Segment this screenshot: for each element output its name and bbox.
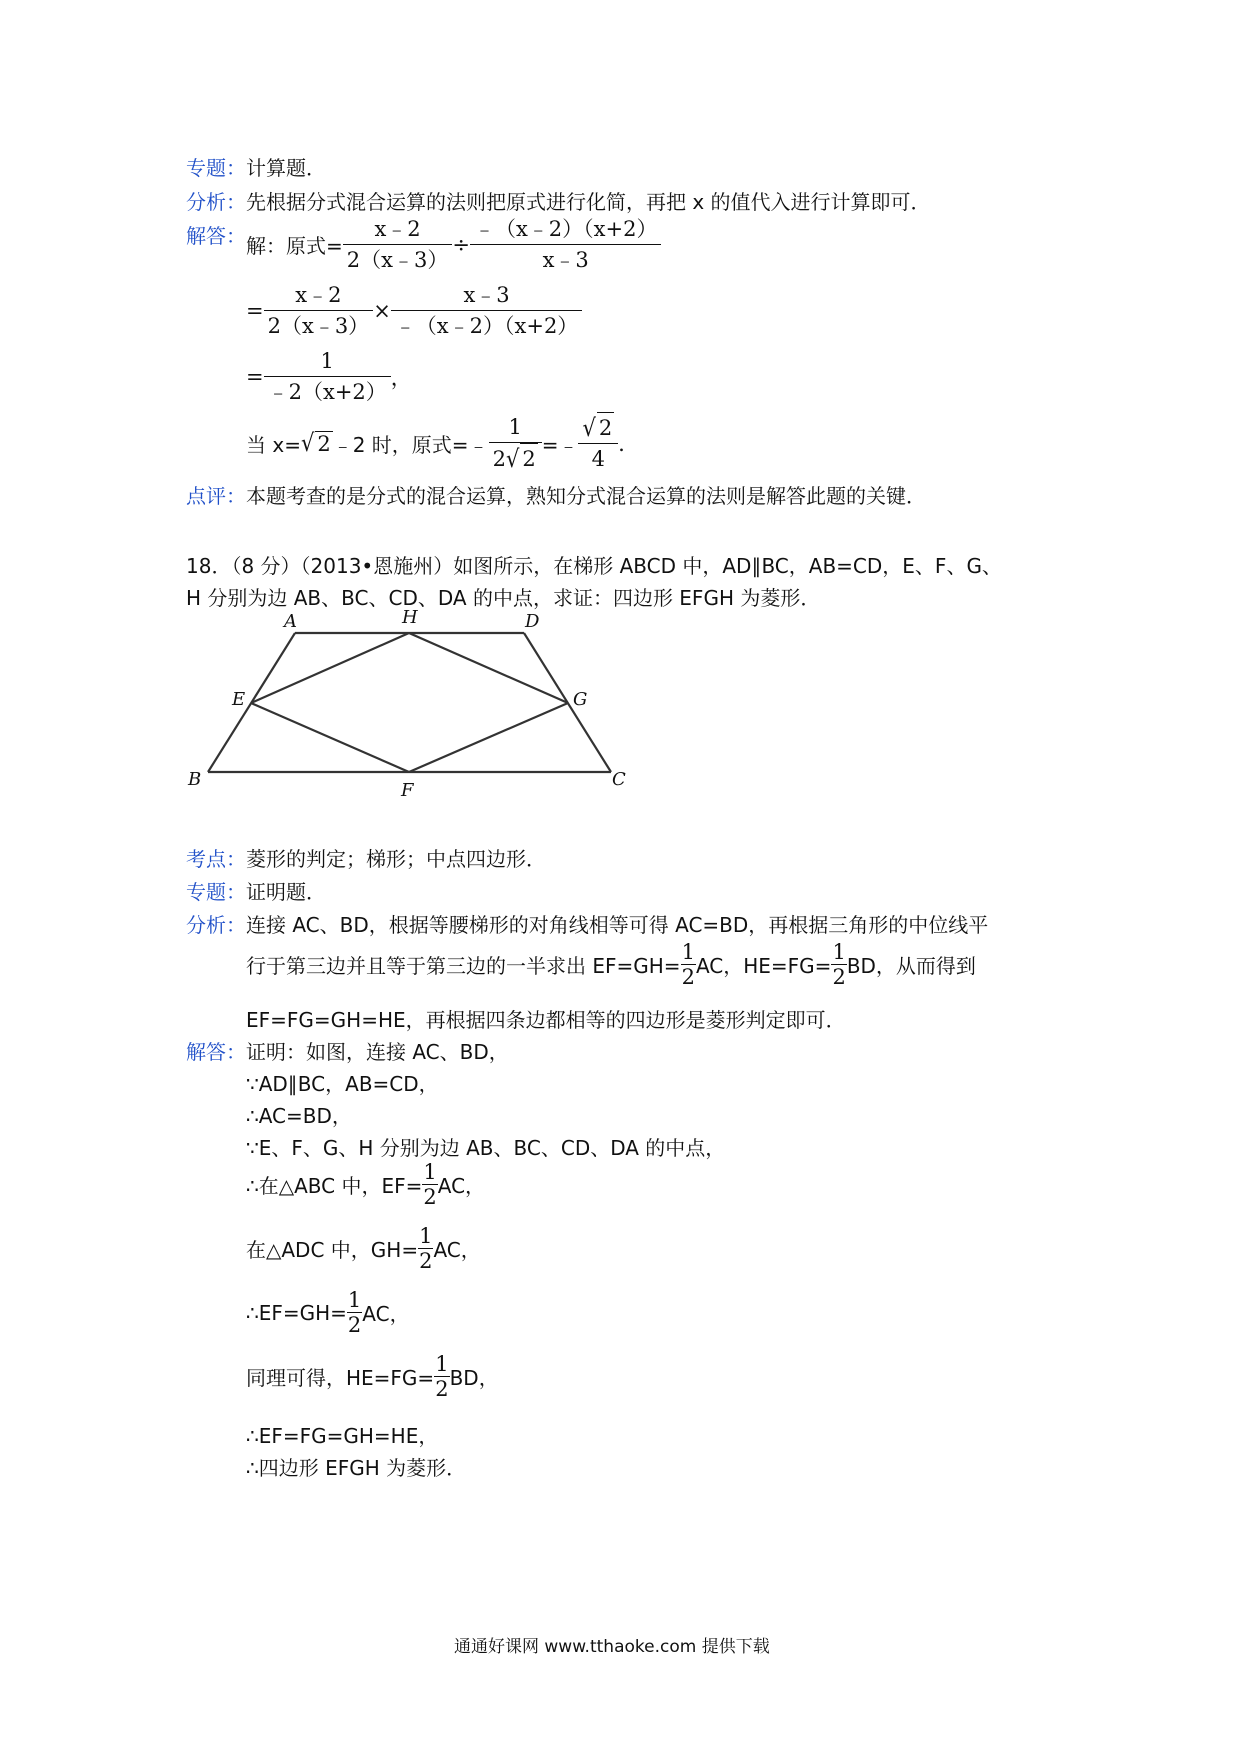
s18-zhuanti-row <box>186 876 326 905</box>
denominator: 2 <box>419 1249 433 1273</box>
sqrt-radicand: 2 <box>597 412 614 443</box>
proof-text: 在△ADC 中，GH= <box>246 1238 419 1262</box>
solution-line-4 <box>246 412 639 474</box>
dianping-tag: 点评： <box>186 484 246 508</box>
proof-text: 同理可得，HE=FG= <box>246 1366 435 1390</box>
fenxi-text: AC，HE=FG= <box>695 954 832 978</box>
fenxi-text: BD，从而得到 <box>846 954 976 978</box>
solution-text: ﹣2 时，原式=﹣ <box>332 432 489 457</box>
numerator: x﹣2 <box>343 214 453 245</box>
s17-fenxi-row <box>186 186 931 215</box>
sqrt-radicand: 2 <box>317 431 331 456</box>
fraction <box>470 214 662 275</box>
proof-text: AC， <box>433 1238 481 1262</box>
segment-gf <box>409 703 568 772</box>
proof-line-fraction <box>246 1352 499 1401</box>
proof-line-fraction <box>246 1160 485 1209</box>
denominator: 2 <box>681 965 695 989</box>
fenxi-text: 先根据分式混合运算的法则把原式进行化简，再把 x 的值代入进行计算即可． <box>246 190 931 214</box>
numerator: 1 <box>435 1352 449 1376</box>
label-g: G <box>573 689 588 710</box>
dianping-text: 本题考查的是分式的混合运算，熟知分式混合运算的法则是解答此题的关键． <box>246 484 926 508</box>
s17-zhuanti-row <box>186 152 326 181</box>
proof-text: BD， <box>449 1366 499 1390</box>
solution-text: 当 x= <box>246 432 301 457</box>
numerator: 1 <box>489 412 542 443</box>
numerator: 1 <box>423 1160 437 1184</box>
proof-line: ∴四边形 EFGH 为菱形． <box>246 1456 467 1480</box>
s18-fenxi-row-2 <box>246 940 976 989</box>
fraction <box>264 346 391 407</box>
denominator: 4 <box>591 447 606 471</box>
fenxi-tag: 分析： <box>186 913 246 937</box>
equals-sign: = <box>246 298 264 323</box>
s17-dianping-row <box>186 480 926 509</box>
comma: ， <box>390 365 412 390</box>
solution-text: =﹣ <box>541 432 579 457</box>
fenxi-tag: 分析： <box>186 190 246 214</box>
proof-line-fraction <box>246 1288 410 1337</box>
fraction-half <box>831 940 846 989</box>
s18-fenxi-row <box>186 909 988 938</box>
numerator <box>578 412 618 444</box>
denominator: 2 <box>347 1313 362 1337</box>
proof-text: AC， <box>437 1174 486 1198</box>
denominator <box>489 443 542 474</box>
denominator: 2 <box>832 965 846 989</box>
proof-line: 证明：如图，连接 AC、BD， <box>246 1040 509 1064</box>
numerator: ﹣（x﹣2）（x+2） <box>470 214 662 245</box>
proof-text: ∴在△ABC 中，EF= <box>246 1174 423 1198</box>
proof-line: ∴AC=BD， <box>246 1104 352 1128</box>
numerator: 1 <box>347 1288 362 1312</box>
numerator: x﹣2 <box>264 280 374 311</box>
proof-text: AC， <box>362 1302 410 1326</box>
segment-hg <box>409 633 568 703</box>
s18-fenxi-row-3: EF=FG=GH=HE，再根据四条边都相等的四边形是菱形判定即可． <box>246 1008 846 1032</box>
solution-line-3 <box>246 346 412 407</box>
solution-line-1 <box>246 214 661 275</box>
label-e: E <box>232 689 246 710</box>
figure-lines <box>208 633 611 772</box>
sqrt-icon: √ <box>300 429 315 457</box>
trapezoid-figure <box>180 605 640 805</box>
denominator: 2（x﹣3） <box>267 314 370 338</box>
page-footer: 通通好课网 www.tthaoke.com 提供下载 <box>454 1637 770 1657</box>
label-c: C <box>612 769 626 790</box>
question-18-line-2: H 分别为边 AB、BC、CD、DA 的中点，求证：四边形 EFGH 为菱形． <box>186 586 821 610</box>
denominator: ﹣（x﹣2）（x+2） <box>394 314 579 338</box>
numerator: 1 <box>832 940 846 964</box>
times-sign: × <box>373 298 391 323</box>
fraction-half <box>422 1160 437 1209</box>
s18-kaodian-row <box>186 843 546 872</box>
proof-line: ∵AD∥BC，AB=CD， <box>246 1072 439 1096</box>
kaodian-text: 菱形的判定；梯形；中点四边形． <box>246 847 546 871</box>
zhuanti-text: 计算题． <box>246 156 326 180</box>
fraction <box>264 280 374 341</box>
label-b: B <box>188 769 202 790</box>
label-a: A <box>284 611 297 632</box>
segment-fe <box>251 703 409 772</box>
proof-line-fraction <box>246 1224 481 1273</box>
fraction <box>391 280 583 341</box>
proof-text: ∴EF=GH= <box>246 1300 347 1325</box>
denominator-coef: 2 <box>492 447 506 471</box>
denominator: 2 <box>435 1377 449 1401</box>
kaodian-tag: 考点： <box>186 847 246 871</box>
denominator: ﹣2（x+2） <box>267 380 387 404</box>
solution-prefix: 解：原式= <box>246 234 343 258</box>
proof-line: ∵E、F、G、H 分别为边 AB、BC、CD、DA 的中点， <box>246 1136 726 1160</box>
zhuanti-tag: 专题： <box>186 880 246 904</box>
zhuanti-tag: 专题： <box>186 156 246 180</box>
fraction <box>578 412 618 474</box>
fenxi-text: 行于第三边并且等于第三边的一半求出 EF=GH= <box>246 954 681 978</box>
zhuanti-text: 证明题． <box>246 880 326 904</box>
fraction-half <box>434 1352 449 1401</box>
fraction <box>343 214 453 275</box>
fraction-half <box>418 1224 433 1273</box>
sqrt-icon: √ <box>505 445 520 473</box>
fraction-half <box>681 940 696 989</box>
label-h: H <box>402 607 418 628</box>
denominator: 2 <box>423 1185 437 1209</box>
denominator: 2（x﹣3） <box>346 248 449 272</box>
label-d: D <box>525 611 540 632</box>
period: ． <box>618 432 640 456</box>
question-18-line-1: 18．（8 分）（2013•恩施州）如图所示，在梯形 ABCD 中，AD∥BC，AB=CD，E、F、G、 <box>186 554 1002 578</box>
numerator: 1 <box>419 1224 433 1248</box>
proof-line: ∴EF=FG=GH=HE， <box>246 1424 439 1448</box>
sqrt-icon: √ <box>582 414 596 442</box>
s18-jieda-row <box>186 1036 509 1065</box>
fenxi-text: 连接 AC、BD，根据等腰梯形的对角线相等可得 AC=BD，再根据三角形的中位线平 <box>246 913 989 937</box>
label-f: F <box>401 780 414 801</box>
equals-sign: = <box>246 364 264 389</box>
jieda-tag: 解答： <box>186 224 246 248</box>
denominator: x﹣3 <box>542 248 589 272</box>
segment-eh <box>251 633 409 703</box>
numerator: 1 <box>264 346 391 377</box>
fraction <box>489 412 542 474</box>
jieda-tag: 解答： <box>186 1040 246 1064</box>
numerator: x﹣3 <box>391 280 583 311</box>
sqrt-radicand: 2 <box>520 443 537 474</box>
s17-jieda-tag-wrap <box>186 220 246 249</box>
divide-sign: ÷ <box>452 232 470 257</box>
fraction-half <box>347 1288 362 1337</box>
numerator: 1 <box>681 940 695 964</box>
solution-line-2 <box>246 280 582 341</box>
